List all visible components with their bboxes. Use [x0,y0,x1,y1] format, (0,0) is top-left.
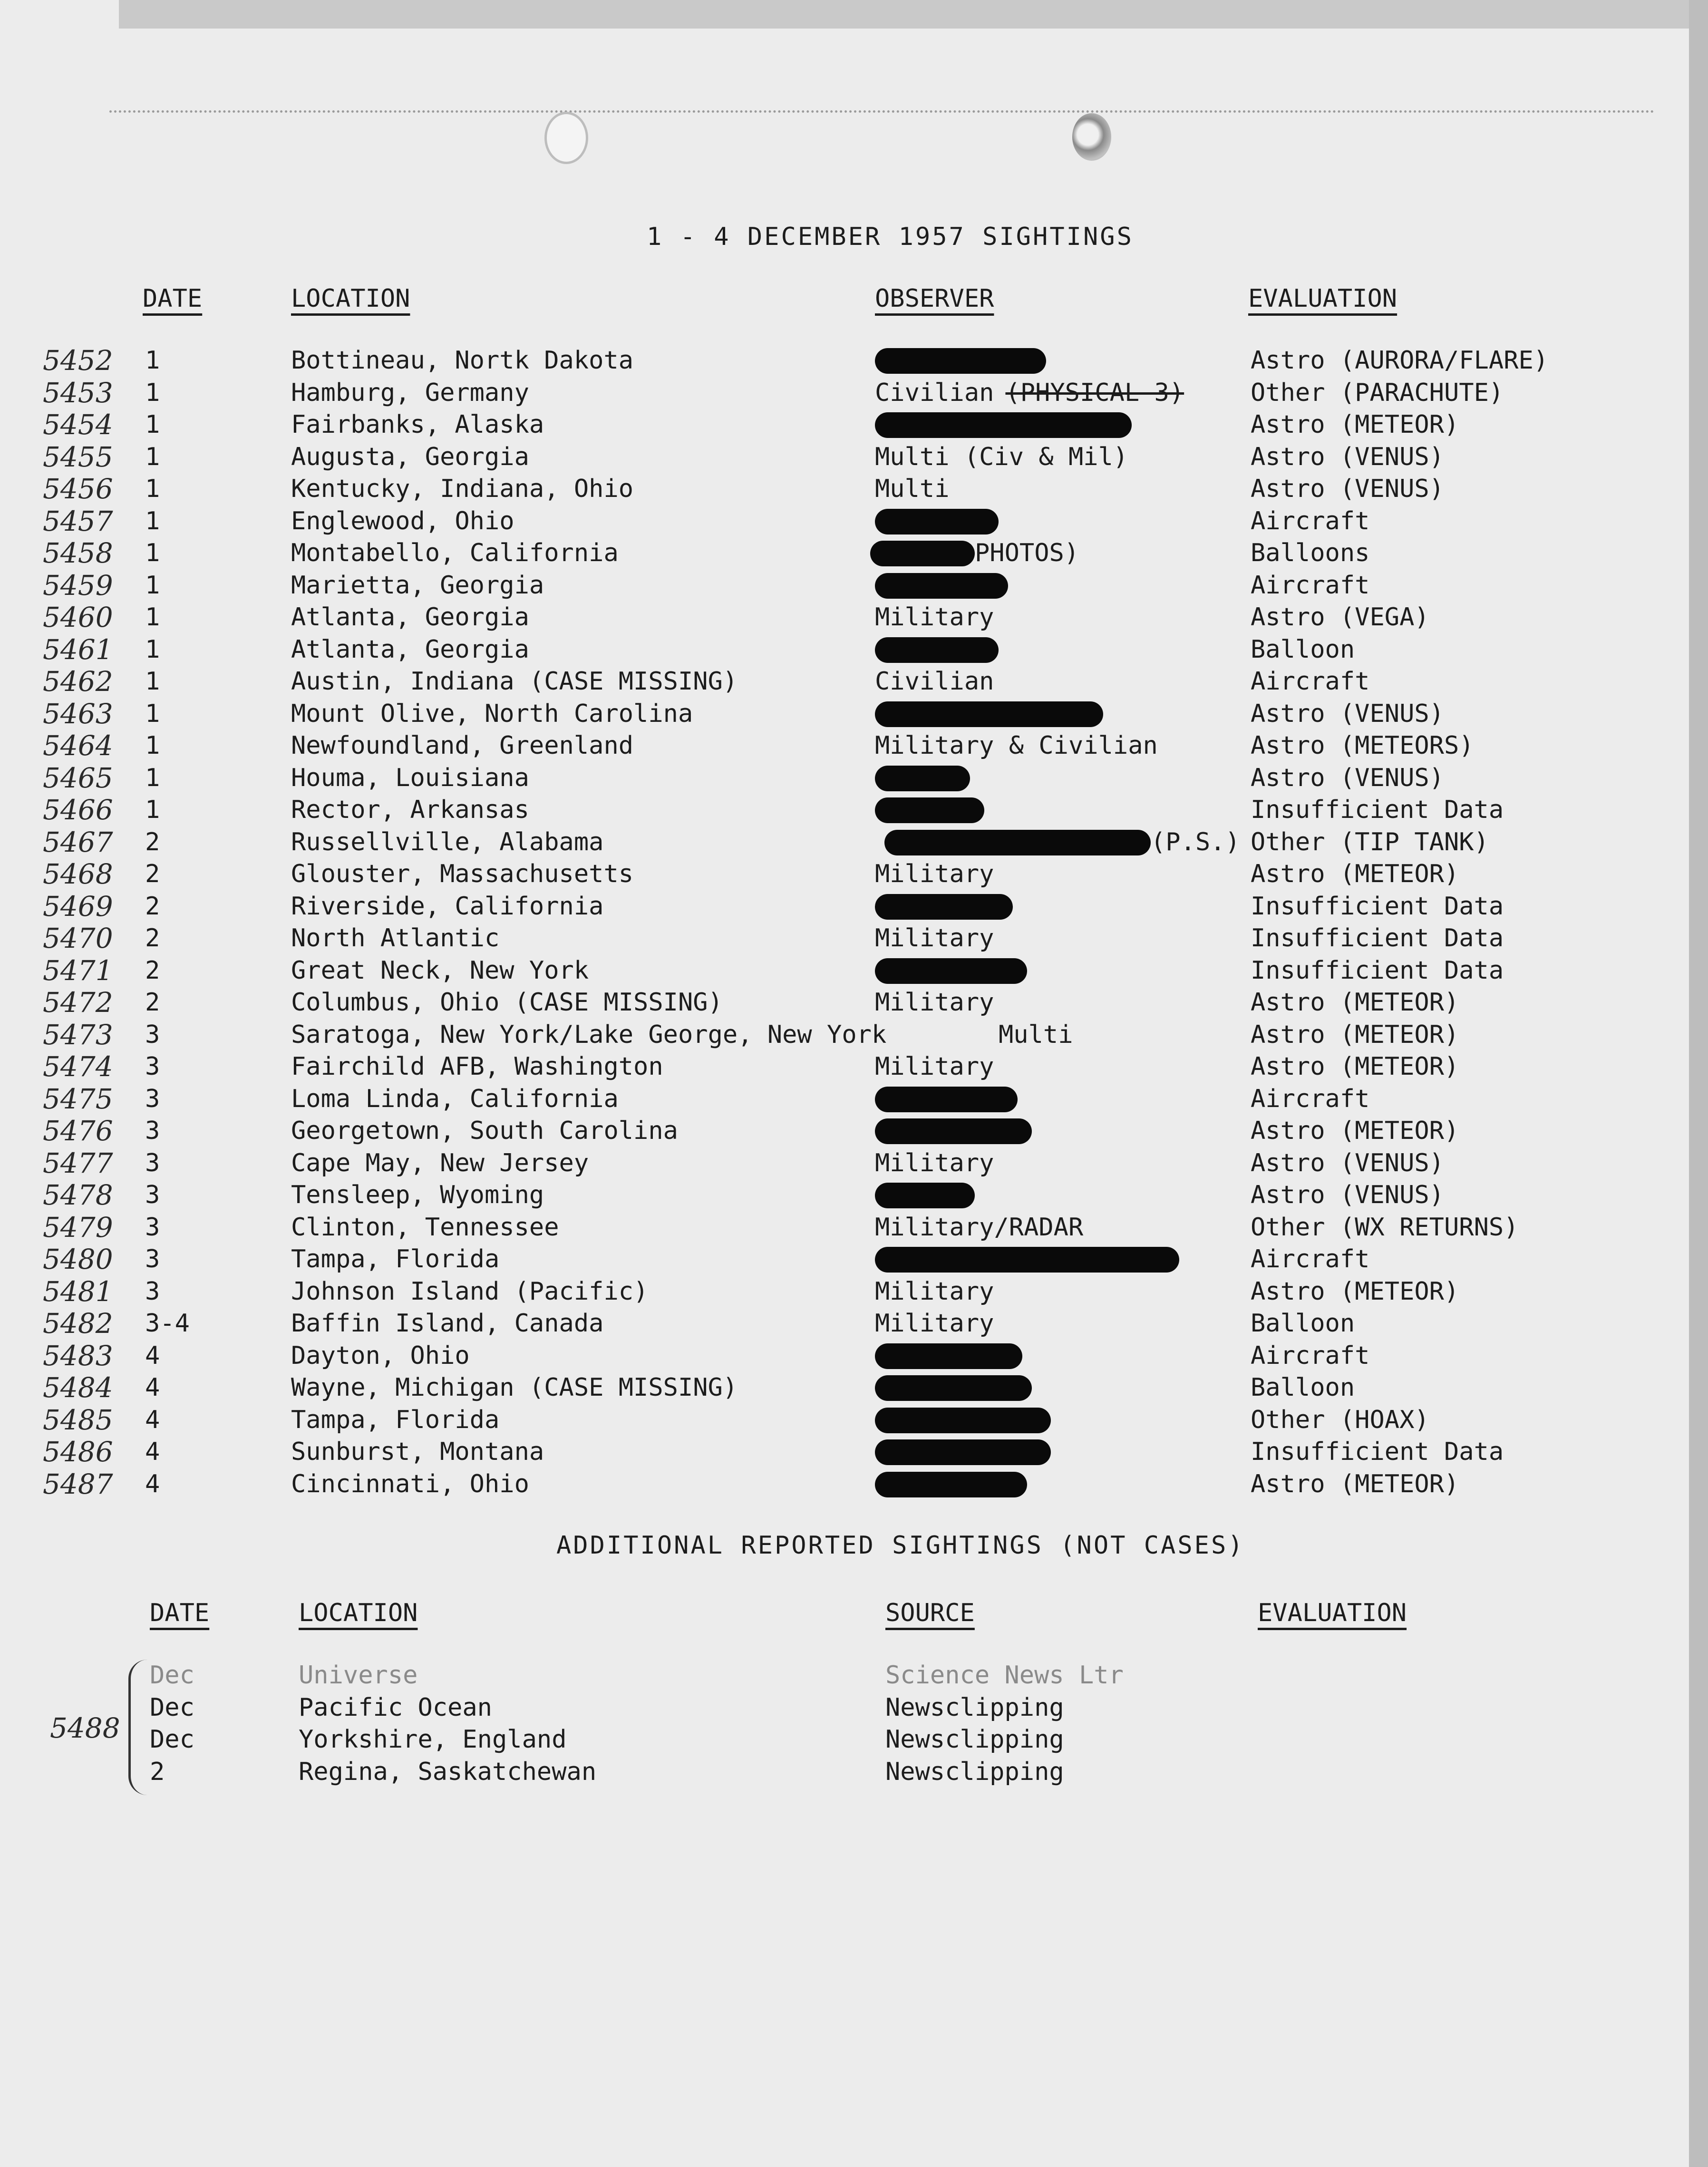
observer-text: Multi (Civ & Mil) [875,442,1128,471]
header-date: DATE [143,284,203,313]
sighting-date: 4 [145,1373,160,1402]
sighting-date: 3 [145,1148,160,1177]
sighting-evaluation: Astro (METEOR) [1251,860,1459,888]
header-observer: OBSERVER [875,284,994,313]
additional-date: Dec [150,1725,194,1754]
sighting-evaluation: Astro (METEOR) [1251,1469,1459,1498]
sighting-date: 4 [145,1438,160,1466]
observer-struck-text: (PHYSICAL 3) [1005,378,1184,407]
observer-text: Multi [999,1020,1073,1049]
sighting-evaluation: Astro (VENUS) [1251,475,1444,503]
case-number: 5477 [43,1147,113,1179]
document-title: 1 - 4 DECEMBER 1957 SIGHTINGS [647,223,1134,251]
sighting-location: Fairchild AFB, Washington [291,1052,663,1081]
redaction-bar [875,573,1008,599]
sighting-date: 1 [145,796,160,824]
case-number: 5476 [43,1115,113,1147]
case-number: 5463 [43,697,113,730]
sighting-date: 1 [145,667,160,696]
sighting-evaluation: Aircraft [1251,571,1370,600]
table-row [0,1404,1708,1437]
sighting-location: Montabello, California [291,539,619,567]
sighting-observer [875,1147,994,1179]
sighting-observer [999,1019,1073,1051]
sighting-location: Tampa, Florida [291,1245,500,1273]
sighting-evaluation: Other (WX RETURNS) [1251,1213,1519,1242]
redaction-bar [875,766,970,791]
additional-location: Regina, Saskatchewan [299,1757,597,1786]
case-number: 5475 [43,1082,113,1115]
sighting-location: Atlanta, Georgia [291,603,529,632]
sighting-observer [875,1276,994,1308]
additional-location: Pacific Ocean [299,1693,492,1722]
sighting-location: Clinton, Tennessee [291,1213,559,1242]
additional-source: Newsclipping [885,1725,1064,1754]
case-number: 5484 [43,1371,113,1404]
case-number: 5478 [43,1179,113,1211]
sighting-evaluation: Astro (METEOR) [1251,1020,1459,1049]
sighting-evaluation: Balloon [1251,1309,1355,1338]
sighting-date: 1 [145,603,160,632]
table-row [0,1276,1708,1308]
observer-text: Multi [875,475,950,503]
sighting-observer [875,1468,1027,1500]
additional-table [0,1660,1708,1788]
table-row [0,666,1708,698]
redaction-bar [875,412,1132,438]
sighting-date: 2 [145,956,160,985]
sighting-location: Georgetown, South Carolina [291,1117,678,1145]
sighting-evaluation: Astro (METEOR) [1251,410,1459,439]
table-row [0,826,1708,859]
redaction-bar [870,541,975,566]
table-row [0,730,1708,762]
table-row [0,1115,1708,1147]
observer-text: Military [875,988,994,1017]
sighting-date: 1 [145,571,160,600]
redaction-bar [875,797,984,823]
sighting-date: 1 [145,475,160,503]
case-number: 5470 [43,922,113,954]
sighting-date: 3 [145,1245,160,1273]
sighting-location: Great Neck, New York [291,956,589,985]
case-number: 5466 [43,794,113,826]
case-number: 5487 [43,1467,113,1500]
sighting-date: 1 [145,442,160,471]
additional-date: Dec [150,1693,194,1722]
table-row [0,570,1708,602]
sighting-date: 1 [145,731,160,760]
observer-text: Military [875,860,994,888]
case-number: 5462 [43,665,113,698]
case-number: 5455 [43,440,113,473]
sighting-evaluation: Astro (VENUS) [1251,763,1444,792]
sighting-observer [875,858,994,890]
list-item [0,1692,1708,1724]
sighting-observer [875,441,1128,473]
table-row [0,345,1708,377]
additional-title: ADDITIONAL REPORTED SIGHTINGS (NOT CASES) [556,1531,1245,1560]
additional-header-location: LOCATION [299,1599,418,1627]
case-number: 5469 [43,890,113,923]
redaction-bar [875,894,1013,920]
case-number: 5457 [43,505,113,537]
table-row [0,537,1708,570]
sighting-observer [875,762,970,794]
redaction-bar [875,1247,1179,1273]
case-number: 5485 [43,1403,113,1436]
sighting-observer [875,891,1013,923]
redaction-bar [875,348,1046,374]
perforation-rule [109,110,1655,113]
case-number: 5461 [43,633,113,666]
redaction-bar [875,1408,1051,1433]
case-number: 5482 [43,1307,113,1340]
case-number: 5472 [43,986,113,1019]
case-number: 5454 [43,408,113,441]
observer-text: Military [875,1052,994,1081]
sighting-date: 1 [145,410,160,439]
case-number: 5453 [43,376,113,409]
sighting-observer [875,1308,994,1340]
case-number: 5465 [43,761,113,794]
sighting-evaluation: Astro (METEOR) [1251,1052,1459,1081]
sighting-observer [870,537,1079,569]
sighting-observer [875,794,984,826]
observer-text: Civilian [875,667,994,696]
sighting-evaluation: Astro (AURORA/FLARE) [1251,346,1549,375]
sighting-location: Newfoundland, Greenland [291,731,634,760]
sighting-observer [875,1179,975,1211]
sighting-evaluation: Astro (VENUS) [1251,1181,1444,1209]
sighting-location: Cape May, New Jersey [291,1148,589,1177]
sighting-date: 3 [145,1181,160,1209]
sighting-date: 3 [145,1213,160,1242]
case-number: 5468 [43,858,113,890]
sighting-date: 2 [145,988,160,1017]
sighting-location: Glouster, Massachusetts [291,860,634,888]
additional-location: Universe [299,1661,418,1690]
sighting-date: 3 [145,1052,160,1081]
sighting-evaluation: Aircraft [1251,1084,1370,1113]
sighting-location: Russellville, Alabama [291,827,604,856]
sighting-observer [875,923,994,954]
table-row [0,1083,1708,1116]
table-row [0,858,1708,891]
sighting-evaluation: Astro (METEOR) [1251,1277,1459,1306]
sightings-table [0,345,1708,1500]
sighting-location: Johnson Island (Pacific) [291,1277,649,1306]
sighting-evaluation: Other (TIP TANK) [1251,827,1489,856]
sighting-location: Austin, Indiana (CASE MISSING) [291,667,738,696]
observer-text: Military [875,603,994,632]
sighting-evaluation: Balloons [1251,539,1370,567]
sighting-location: Columbus, Ohio (CASE MISSING) [291,988,723,1017]
sighting-evaluation: Balloon [1251,1373,1355,1402]
sighting-evaluation: Insufficient Data [1251,924,1504,952]
sighting-evaluation: Astro (VEGA) [1251,603,1429,632]
table-row [0,1340,1708,1372]
table-row [0,1179,1708,1212]
punch-hole-left [544,112,588,164]
sighting-location: Baffin Island, Canada [291,1309,604,1338]
sighting-location: North Atlantic [291,924,500,952]
sighting-date: 1 [145,635,160,664]
case-number: 5467 [43,826,113,858]
sighting-date: 1 [145,539,160,567]
sighting-observer [875,698,1103,730]
table-row [0,955,1708,987]
sighting-location: Houma, Louisiana [291,763,529,792]
redaction-bar [875,1183,975,1208]
group-case-number: 5488 [50,1712,120,1744]
sighting-evaluation: Astro (METEOR) [1251,988,1459,1017]
additional-date: Dec [150,1661,194,1690]
sighting-observer [875,666,994,698]
table-row [0,1051,1708,1083]
table-row [0,698,1708,730]
sighting-location: Atlanta, Georgia [291,635,529,664]
case-number: 5458 [43,537,113,569]
observer-text: Military [875,1148,994,1177]
sighting-observer [875,1340,1022,1372]
case-number: 5483 [43,1339,113,1372]
redaction-bar [875,1087,1018,1112]
sighting-observer [875,634,999,666]
sighting-evaluation: Astro (VENUS) [1251,442,1444,471]
sighting-evaluation: Aircraft [1251,1245,1370,1273]
sighting-evaluation: Insufficient Data [1251,1438,1504,1466]
sighting-date: 1 [145,346,160,375]
redaction-bar [875,1439,1051,1465]
sighting-observer [884,826,1240,858]
sighting-location: Sunburst, Montana [291,1438,544,1466]
sighting-date: 1 [145,699,160,728]
sighting-observer [875,1083,1018,1115]
redaction-bar [875,637,999,663]
sighting-date: 4 [145,1405,160,1434]
sighting-location: Bottineau, Nortk Dakota [291,346,634,375]
table-row [0,1019,1708,1051]
case-number: 5452 [43,344,113,377]
sighting-observer [875,505,999,537]
list-item [0,1724,1708,1756]
case-number: 5459 [43,569,113,602]
sighting-location: Englewood, Ohio [291,506,514,535]
sighting-observer [875,955,1027,987]
sighting-date: 1 [145,763,160,792]
table-row [0,377,1708,409]
sighting-date: 1 [145,378,160,407]
table-row [0,1468,1708,1501]
case-number: 5460 [43,601,113,633]
sighting-evaluation: Astro (METEORS) [1251,731,1474,760]
case-number: 5471 [43,954,113,987]
sighting-evaluation: Insufficient Data [1251,892,1504,921]
redaction-bar [875,509,999,534]
list-item [0,1756,1708,1788]
sighting-observer [875,1051,994,1083]
table-row [0,1212,1708,1244]
observer-text: Military [875,924,994,952]
additional-header-evaluation: EVALUATION [1258,1599,1407,1627]
sighting-location: Rector, Arkansas [291,796,529,824]
sighting-evaluation: Astro (VENUS) [1251,699,1444,728]
list-item [0,1660,1708,1692]
redaction-bar [875,1118,1032,1144]
table-row [0,409,1708,441]
sighting-date: 1 [145,506,160,535]
table-row [0,473,1708,505]
sighting-date: 3 [145,1117,160,1145]
table-row [0,1244,1708,1276]
sighting-observer [875,345,1046,377]
sighting-location: Marietta, Georgia [291,571,544,600]
sighting-location: Augusta, Georgia [291,442,529,471]
redaction-bar [875,958,1027,984]
punch-hole-right [1072,113,1111,161]
redaction-bar [875,1472,1027,1497]
sighting-location: Hamburg, Germany [291,378,529,407]
sighting-date: 2 [145,827,160,856]
table-row [0,891,1708,923]
additional-source: Science News Ltr [885,1661,1124,1690]
sighting-date: 3 [145,1084,160,1113]
observer-text: (P.S.) [1151,827,1240,856]
sighting-evaluation: Aircraft [1251,667,1370,696]
sighting-observer [875,730,1158,762]
table-row [0,762,1708,795]
sighting-evaluation: Astro (METEOR) [1251,1117,1459,1145]
sighting-observer [875,1212,1083,1244]
observer-text: Civilian [875,378,994,407]
table-row [0,1436,1708,1468]
table-row [0,1147,1708,1180]
additional-header-date: DATE [150,1599,210,1627]
sighting-location: Riverside, California [291,892,604,921]
case-number: 5474 [43,1050,113,1083]
sighting-observer [875,377,1184,409]
sighting-observer [875,409,1132,441]
sighting-date: 4 [145,1341,160,1370]
additional-source: Newsclipping [885,1693,1064,1722]
sighting-evaluation: Insufficient Data [1251,956,1504,985]
sighting-observer [875,1372,1032,1404]
sighting-location: Kentucky, Indiana, Ohio [291,475,634,503]
sighting-observer [875,602,994,633]
observer-text: PHOTOS) [975,539,1079,567]
sighting-observer [875,1115,1032,1147]
header-evaluation: EVALUATION [1248,284,1397,313]
sighting-observer [875,570,1008,602]
sighting-evaluation: Aircraft [1251,1341,1370,1370]
sighting-evaluation: Insufficient Data [1251,796,1504,824]
table-row [0,1308,1708,1340]
additional-source: Newsclipping [885,1757,1064,1786]
sighting-observer [875,1436,1051,1468]
sighting-date: 3 [145,1277,160,1306]
sighting-evaluation: Other (HOAX) [1251,1405,1429,1434]
sighting-location: Wayne, Michigan (CASE MISSING) [291,1373,738,1402]
sighting-location: Tensleep, Wyoming [291,1181,544,1209]
table-row [0,441,1708,474]
case-number: 5481 [43,1275,113,1308]
observer-text: Military [875,1309,994,1338]
sighting-location: Saratoga, New York/Lake George, New York [291,1020,887,1049]
sighting-date: 4 [145,1469,160,1498]
redaction-bar [875,701,1103,727]
sighting-observer [875,1244,1179,1275]
additional-location: Yorkshire, England [299,1725,567,1754]
observer-text: Military [875,1277,994,1306]
observer-text: Military/RADAR [875,1213,1084,1242]
sighting-date: 2 [145,860,160,888]
table-row [0,987,1708,1019]
sighting-location: Loma Linda, California [291,1084,619,1113]
sighting-location: Tampa, Florida [291,1405,500,1434]
table-row [0,505,1708,538]
sighting-location: Fairbanks, Alaska [291,410,544,439]
case-number: 5479 [43,1211,113,1244]
header-location: LOCATION [291,284,410,313]
case-number: 5480 [43,1243,113,1275]
additional-header-source: SOURCE [885,1599,975,1627]
sighting-observer [875,473,950,505]
sighting-date: 2 [145,924,160,952]
sighting-observer [875,987,994,1019]
case-number: 5456 [43,473,113,505]
table-row [0,602,1708,634]
table-row [0,923,1708,955]
case-number: 5473 [43,1018,113,1051]
case-number: 5464 [43,729,113,762]
scan-top-band [119,0,1708,29]
sighting-evaluation: Other (PARACHUTE) [1251,378,1504,407]
table-row [0,634,1708,666]
table-row [0,1372,1708,1404]
sighting-date: 3-4 [145,1309,190,1338]
redaction-bar [875,1375,1032,1401]
table-row [0,794,1708,826]
redaction-bar [875,1343,1022,1369]
sighting-date: 2 [145,892,160,921]
sighting-date: 3 [145,1020,160,1049]
case-number: 5486 [43,1436,113,1468]
sighting-evaluation: Aircraft [1251,506,1370,535]
sighting-location: Dayton, Ohio [291,1341,470,1370]
redaction-bar [884,830,1151,855]
sighting-evaluation: Balloon [1251,635,1355,664]
sighting-location: Mount Olive, North Carolina [291,699,693,728]
sighting-evaluation: Astro (VENUS) [1251,1148,1444,1177]
sighting-observer [875,1404,1051,1436]
sighting-location: Cincinnati, Ohio [291,1469,529,1498]
additional-date: 2 [150,1757,165,1786]
observer-text: Military & Civilian [875,731,1158,760]
